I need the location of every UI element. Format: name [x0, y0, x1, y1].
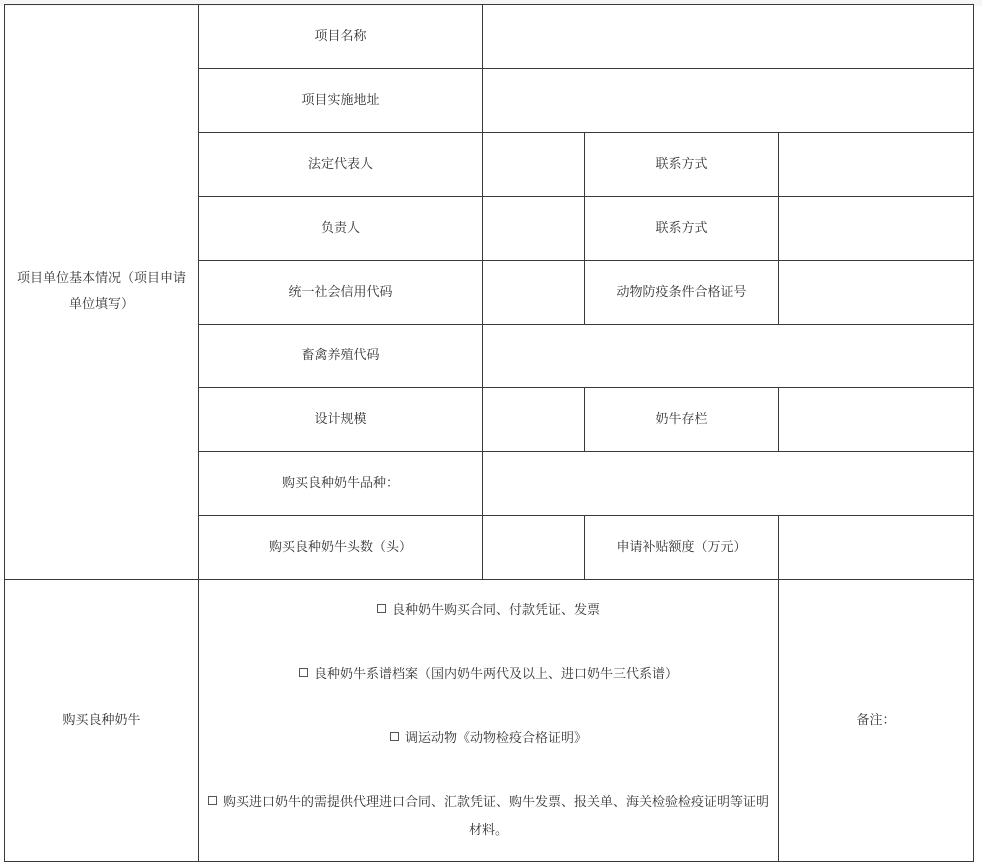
field-epidemic-cert[interactable]: [779, 261, 974, 325]
row-project-name: [5, 5, 974, 69]
field-credit-code[interactable]: [483, 261, 585, 325]
section-label-basic-info: 项目单位基本情况（项目申请单位填写）: [5, 5, 199, 580]
field-contact-1[interactable]: [779, 133, 974, 197]
checklist-item-text: 良种奶牛购买合同、付款凭证、发票: [391, 602, 600, 618]
label-contact-1: 联系方式: [585, 133, 779, 197]
checklist-item-text: 购买进口奶牛的需提供代理进口合同、汇款凭证、购牛发票、报关单、海关检验检疫证明等证明材料。: [222, 794, 769, 838]
checklist-item: [205, 725, 772, 753]
label-contact-2: 联系方式: [585, 197, 779, 261]
label-livestock-code: 畜禽养殖代码: [199, 325, 483, 388]
field-person-in-charge[interactable]: [483, 197, 585, 261]
label-project-address: 项目实施地址: [199, 69, 483, 133]
materials-checklist: [199, 580, 779, 862]
label-subsidy: 申请补贴额度（万元）: [585, 516, 779, 580]
checklist-item-text: 调运动物《动物检疫合格证明》: [404, 730, 587, 746]
field-design-scale[interactable]: [483, 388, 585, 452]
checkbox-icon[interactable]: [299, 668, 308, 677]
checklist-item-text: 良种奶牛系谱档案（国内奶牛两代及以上、进口奶牛三代系谱）: [313, 666, 678, 682]
field-cow-stock[interactable]: [779, 388, 974, 452]
checkbox-icon[interactable]: [377, 604, 386, 613]
field-subsidy[interactable]: [779, 516, 974, 580]
field-project-address[interactable]: [483, 69, 974, 133]
label-design-scale: 设计规模: [199, 388, 483, 452]
label-epidemic-cert: 动物防疫条件合格证号: [585, 261, 779, 325]
checklist-item: [205, 597, 772, 625]
field-legal-rep[interactable]: [483, 133, 585, 197]
checkbox-icon[interactable]: [208, 796, 217, 805]
application-form-table: [4, 4, 974, 862]
checklist-item: [205, 661, 772, 689]
row-purchase-cows: [5, 580, 974, 862]
label-person-in-charge: 负责人: [199, 197, 483, 261]
label-legal-rep: 法定代表人: [199, 133, 483, 197]
remarks-cell[interactable]: [779, 580, 974, 862]
label-head-count: 购买良种奶牛头数（头）: [199, 516, 483, 580]
field-project-name[interactable]: [483, 5, 974, 69]
field-contact-2[interactable]: [779, 197, 974, 261]
remarks-label: 备注：: [856, 712, 896, 728]
label-project-name: 项目名称: [199, 5, 483, 69]
section-label-purchase-cows: 购买良种奶牛: [5, 580, 199, 862]
label-cow-stock: 奶牛存栏: [585, 388, 779, 452]
checkbox-icon[interactable]: [390, 732, 399, 741]
label-credit-code: 统一社会信用代码: [199, 261, 483, 325]
field-breed[interactable]: [483, 452, 974, 516]
label-breed: 购买良种奶牛品种：: [199, 452, 483, 516]
field-livestock-code[interactable]: [483, 325, 974, 388]
checklist-item: [205, 789, 772, 845]
field-head-count[interactable]: [483, 516, 585, 580]
